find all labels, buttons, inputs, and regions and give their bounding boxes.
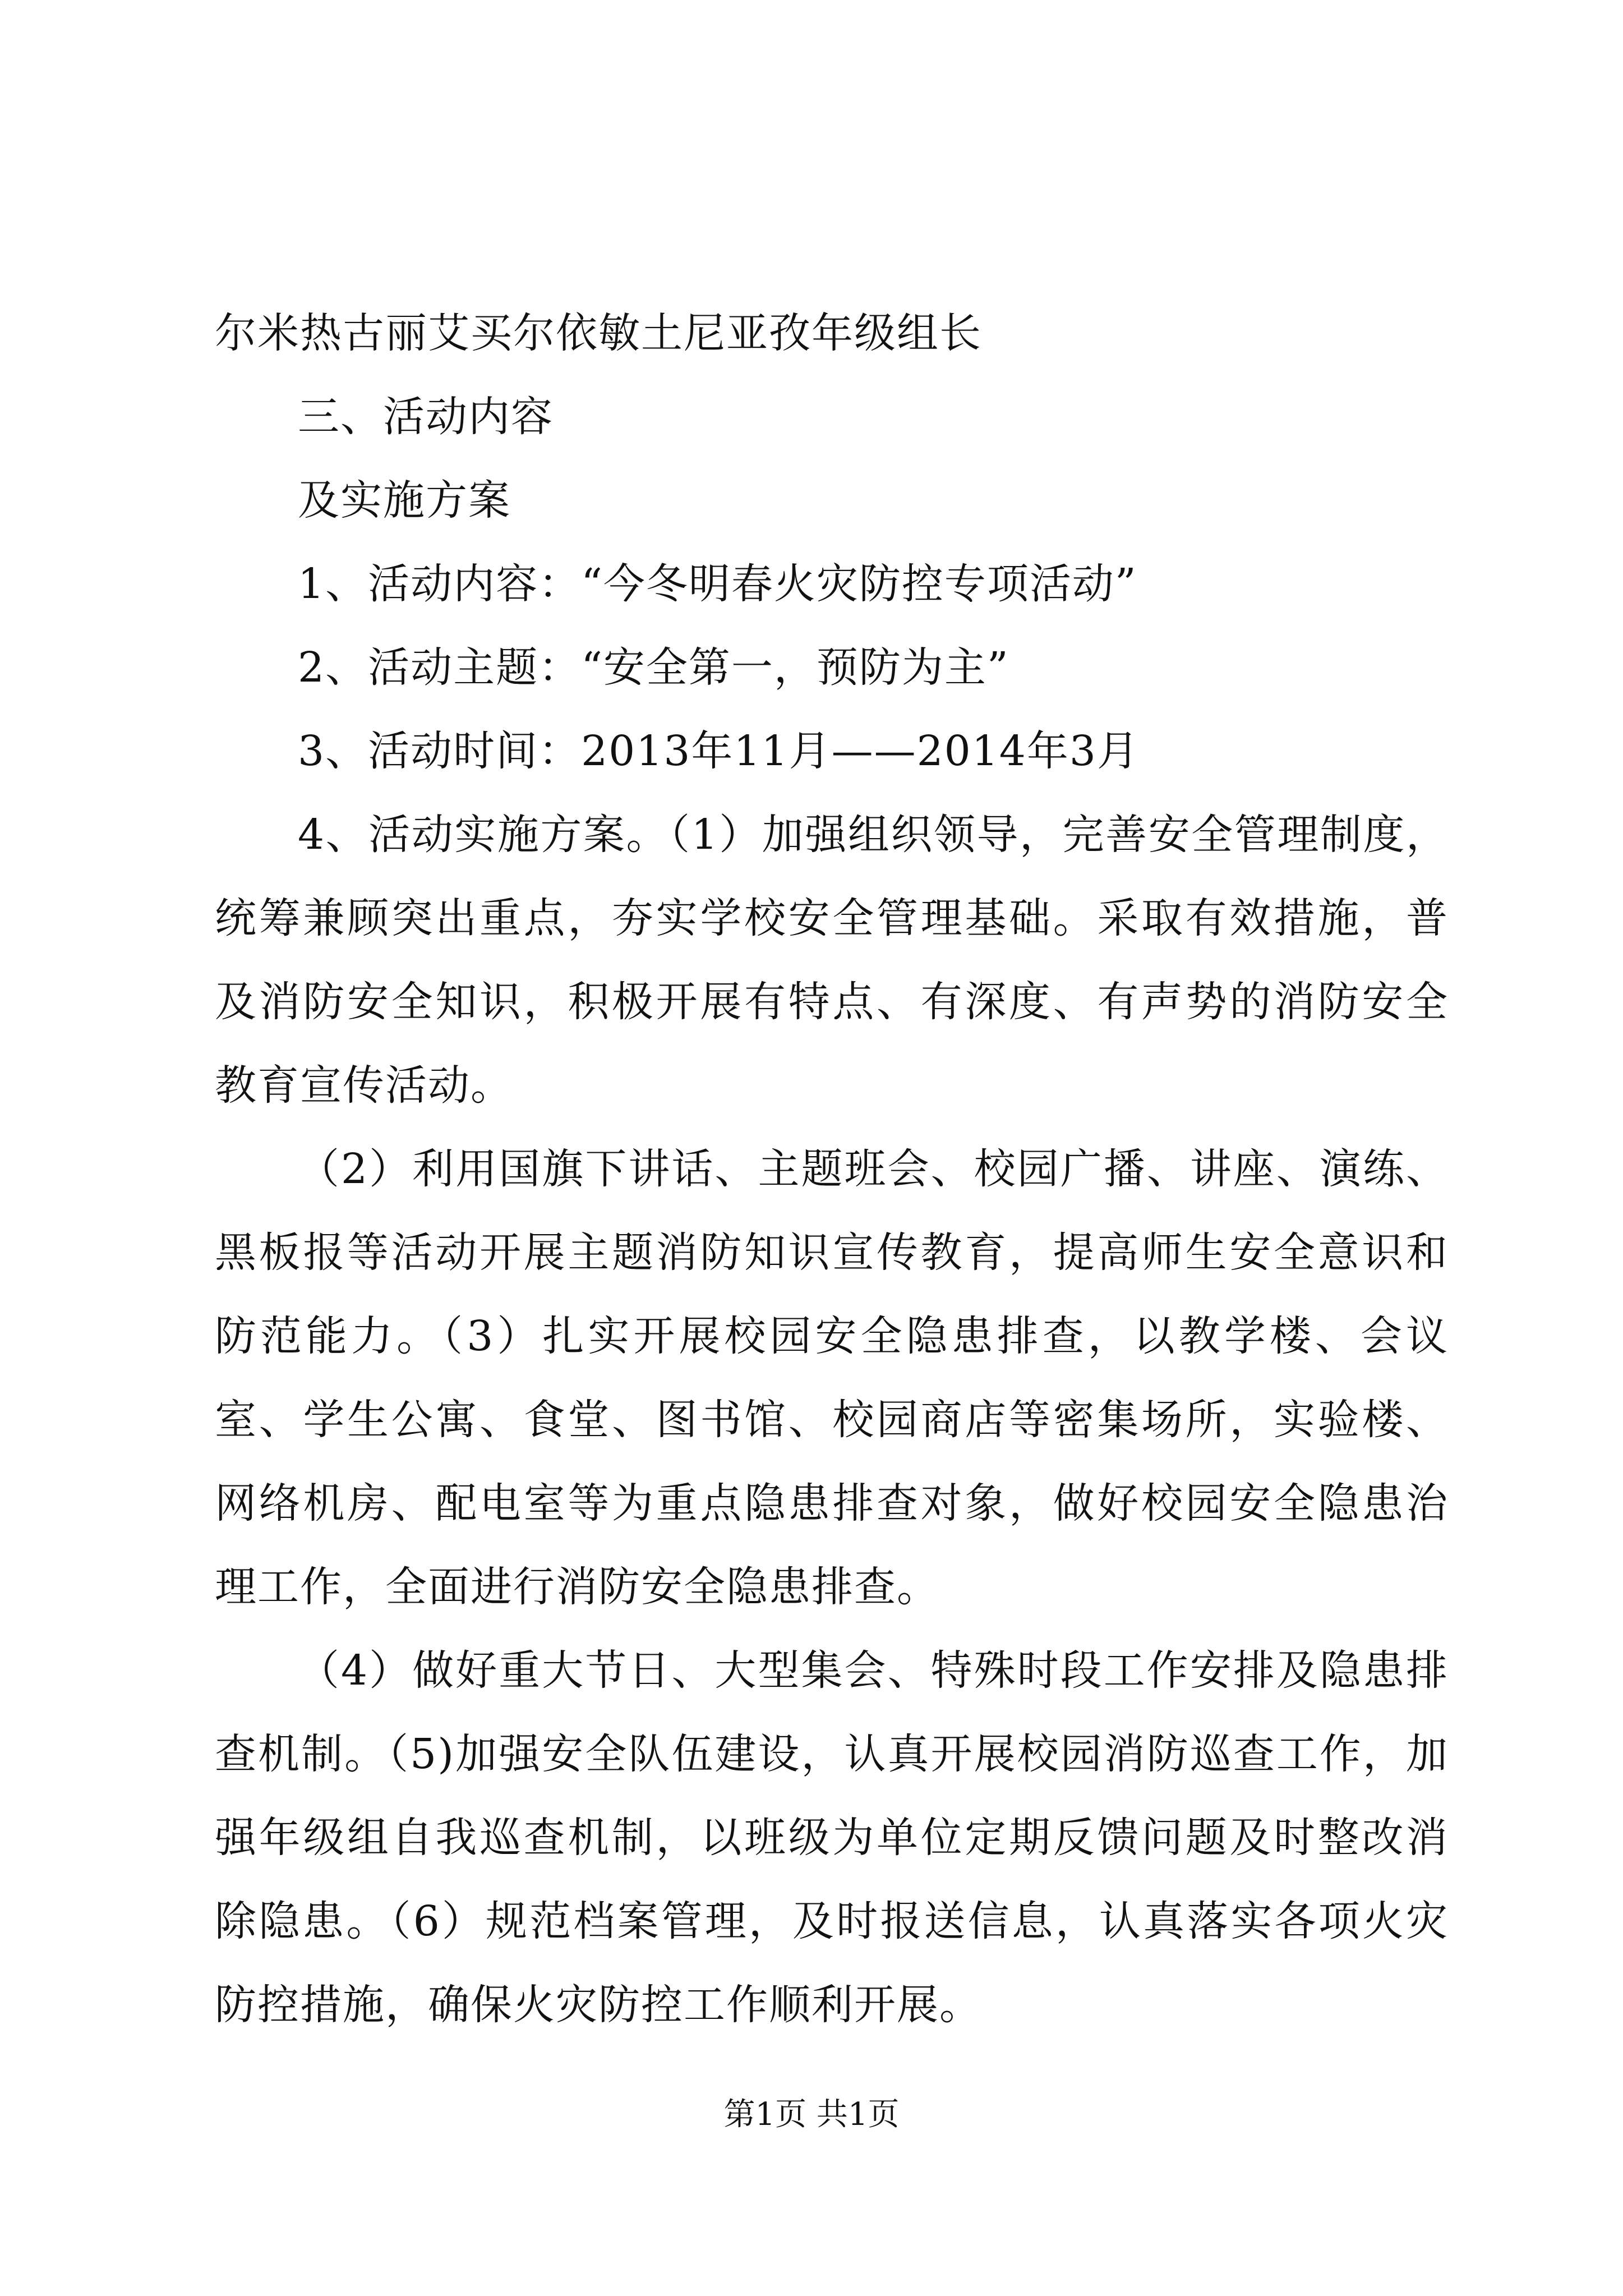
paragraph-activity-theme: 2、活动主题：“安全第一，预防为主”	[298, 643, 1009, 692]
heading-implementation-plan: 及实施方案	[298, 476, 511, 524]
heading-activity-content: 三、活动内容	[298, 393, 554, 441]
page-number: 第1页 共1页	[723, 2096, 900, 2133]
paragraph-implementation-4-6: （4）做好重大节日、大型集会、特殊时段工作安排及隐患排查机制。（5)加强安全队伍建设，认真开展校园消防巡查工作，加强年级组自我巡查机制，以班级为单位定期反馈问题及时整改消除隐患。（6）规范档案管理，及时报送信息，认真落实各项火灾防控措施，确保火灾防控工作顺利开展。	[215, 1646, 1449, 2029]
paragraph-activity-time: 3、活动时间：2013年11月——2014年3月	[298, 727, 1140, 775]
paragraph-names: 尔米热古丽艾买尔依敏土尼亚孜年级组长	[215, 309, 982, 357]
document-body	[215, 292, 1449, 2047]
paragraph-implementation-1: 4、活动实施方案。（1）加强组织领导，完善安全管理制度，统筹兼顾突出重点，夯实学校安全管理基础。采取有效措施，普及消防安全知识，积极开展有特点、有深度、有声势的消防安全教育宣传活动。	[215, 811, 1449, 1110]
paragraph-implementation-2-3: （2）利用国旗下讲话、主题班会、校园广播、讲座、演练、黑板报等活动开展主题消防知识宣传教育，提高师生安全意识和防范能力。（3）扎实开展校园安全隐患排查，以教学楼、会议室、学生公寓、食堂、图书馆、校园商店等密集场所，实验楼、网络机房、配电室等为重点隐患排查对象，做好校园安全隐患治理工作，全面进行消防安全隐患排查。	[215, 1145, 1449, 1611]
page-footer	[0, 2095, 1623, 2134]
paragraph-activity-content: 1、活动内容：“今冬明春火灾防控专项活动”	[298, 560, 1137, 608]
